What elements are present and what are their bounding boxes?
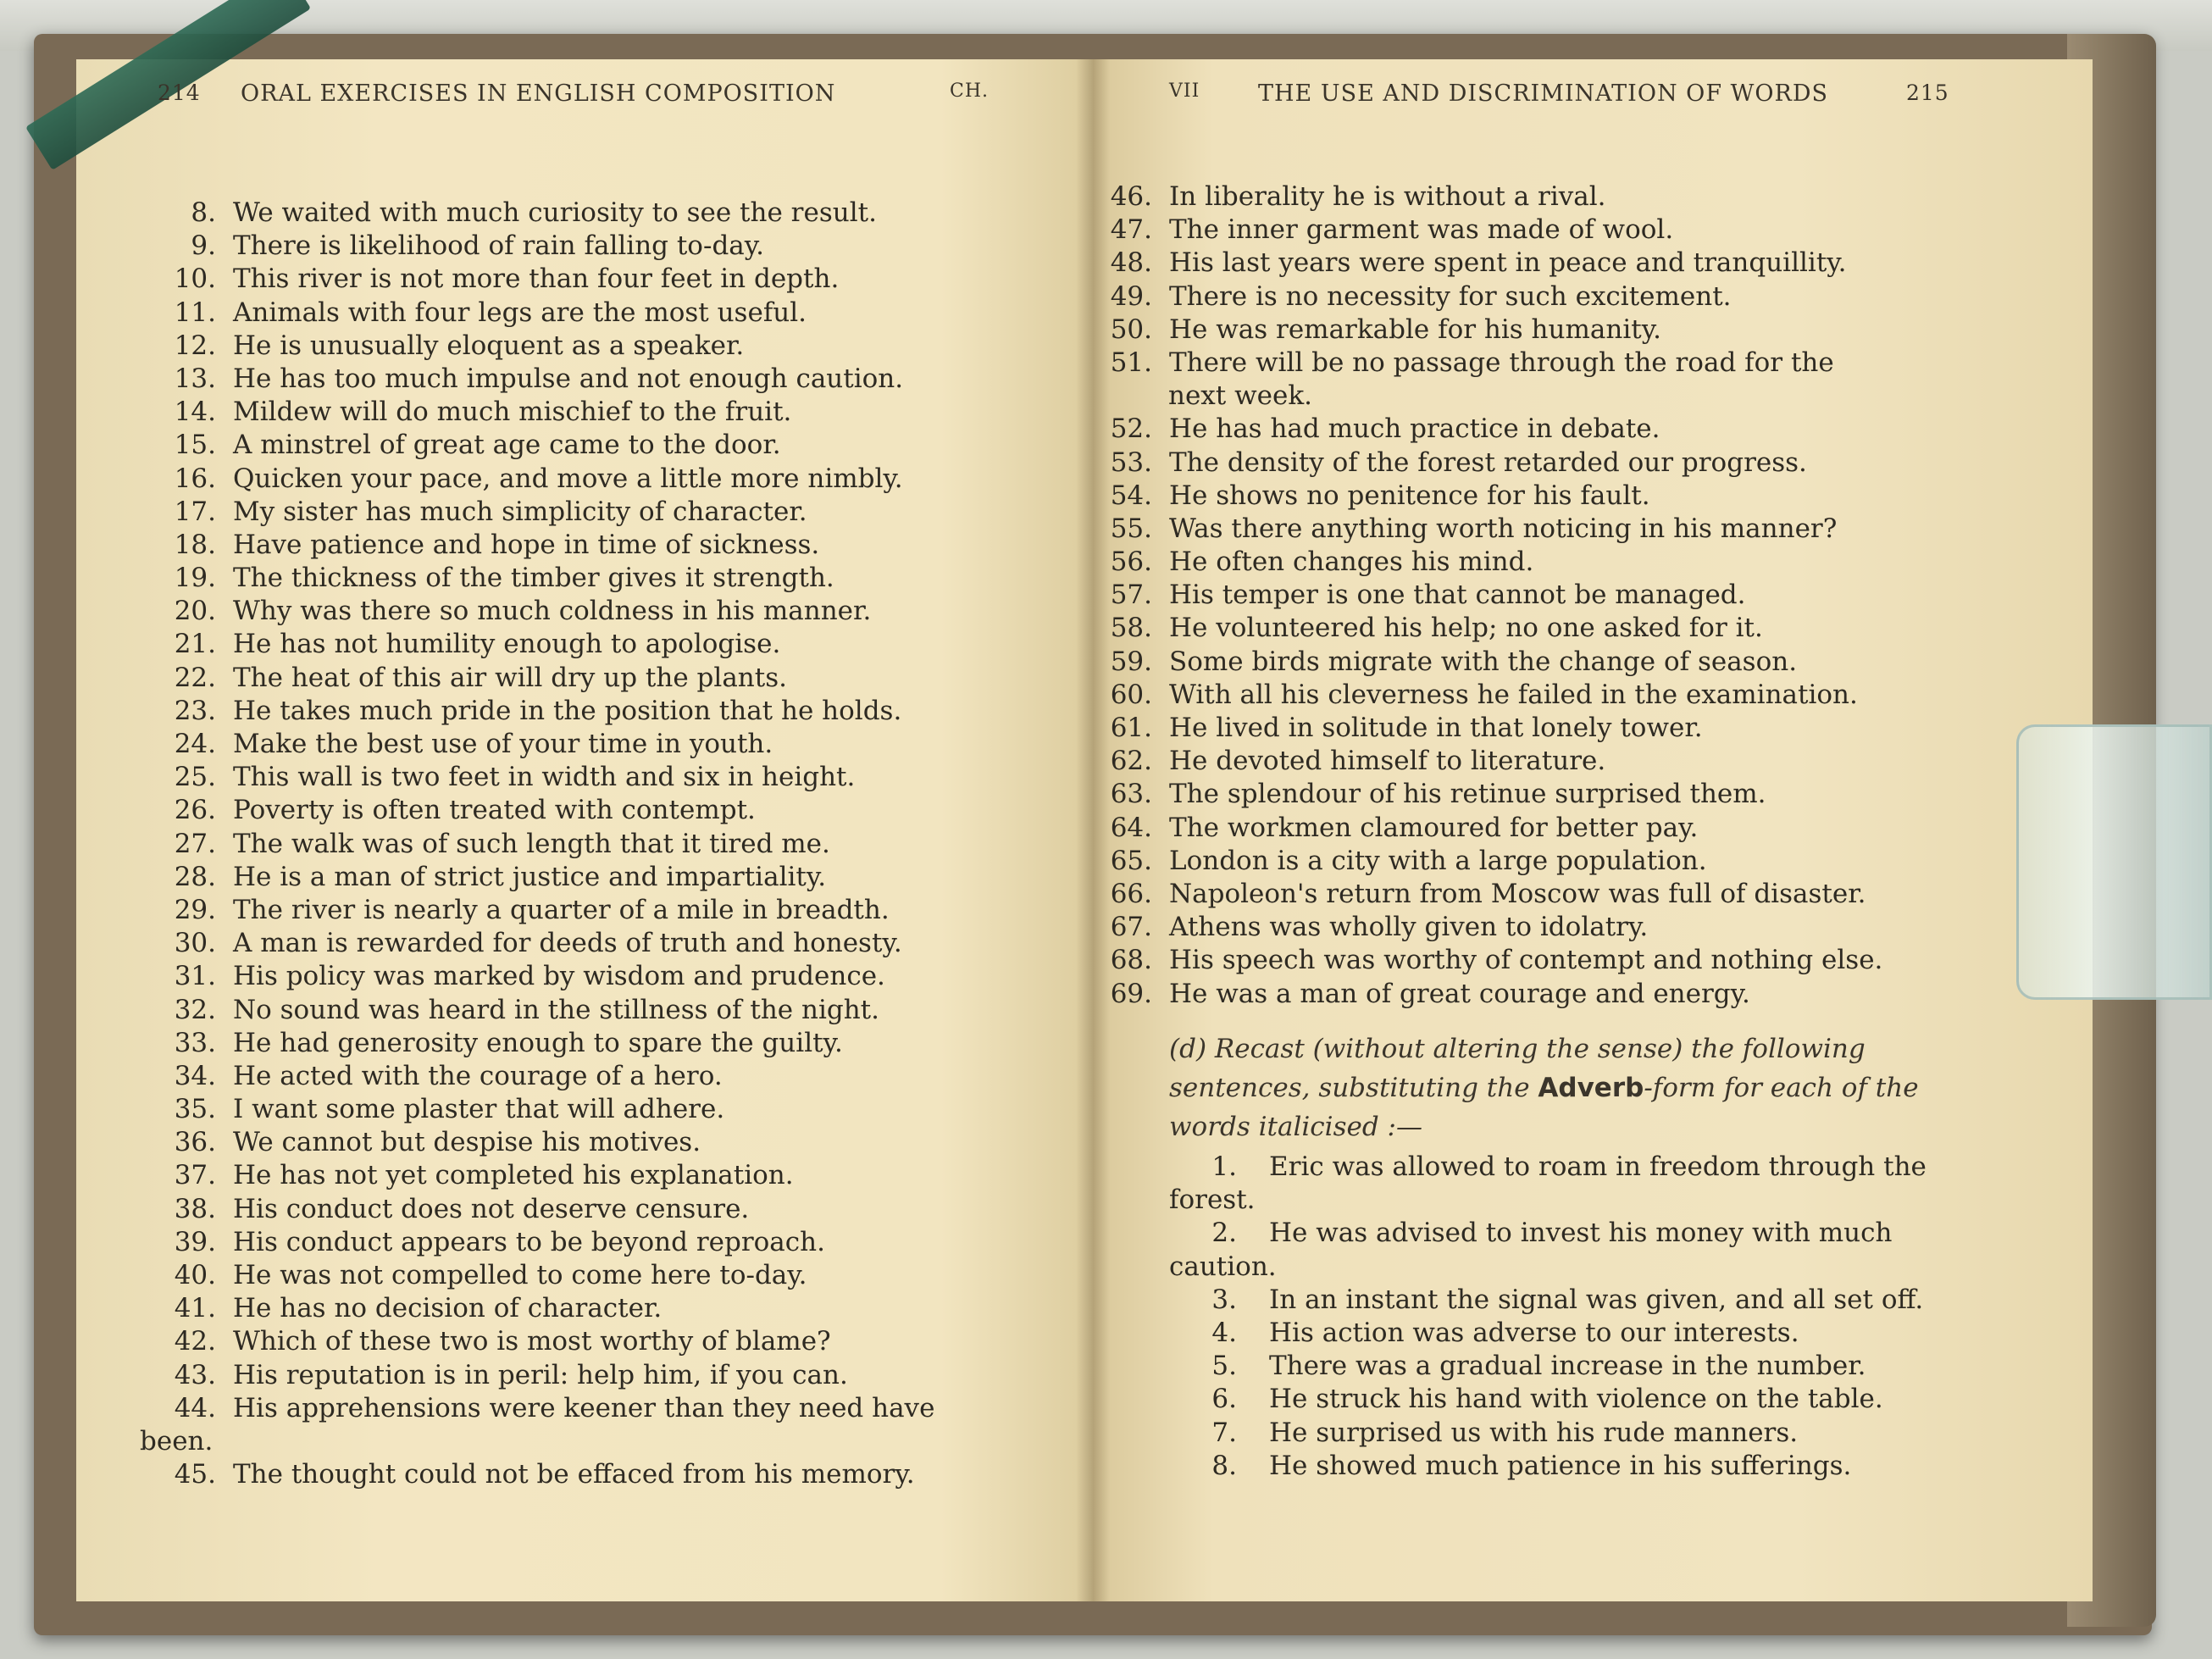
line-number: 58. (1110, 613, 1152, 644)
line-text: The workmen clamoured for better pay. (1169, 812, 1699, 843)
line-text: His temper is one that cannot be managed. (1169, 580, 1746, 611)
line-number: 49. (1110, 280, 1152, 312)
line-number: 59. (1110, 646, 1152, 677)
line-number: 11. (174, 297, 216, 328)
text-line (1169, 1383, 1940, 1416)
text-line (1169, 1317, 1940, 1350)
line-text: He showed much patience in his sufferings. (1269, 1450, 1852, 1481)
line-number: 13. (174, 363, 216, 394)
text-line (174, 529, 991, 562)
line-text: In liberality he is without a rival. (1169, 181, 1606, 212)
line-text: I want some plaster that will adhere. (233, 1094, 725, 1125)
text-line (174, 1159, 991, 1192)
line-text: There is likelihood of rain falling to-day. (233, 230, 765, 262)
line-text: His action was adverse to our interests. (1269, 1317, 1799, 1348)
text-line (174, 1093, 991, 1126)
line-number: 2. (1211, 1218, 1237, 1249)
line-text: His conduct appears to be beyond reproach. (233, 1226, 825, 1257)
text-line (1110, 944, 1940, 977)
line-number: 45. (174, 1459, 216, 1490)
text-line (174, 794, 991, 827)
text-line (1110, 812, 1940, 845)
line-number: 50. (1110, 313, 1152, 345)
line-text: With all his cleverness he failed in the examination. (1169, 679, 1858, 710)
line-number: 65. (1110, 845, 1152, 876)
exercise-heading-line: (d) Recast (without altering the sense) the following (1169, 1034, 1866, 1064)
line-number: 40. (174, 1260, 216, 1290)
line-text: The density of the forest retarded our progress. (1169, 447, 1807, 478)
text-line (1110, 745, 1940, 778)
line-text: Animals with four legs are the most useful. (233, 297, 807, 328)
text-line (1110, 513, 1940, 546)
line-text: His conduct does not deserve censure. (233, 1193, 750, 1224)
line-text: There is no necessity for such excitement. (1169, 280, 1732, 312)
line-number: 34. (174, 1060, 216, 1091)
line-number: 7. (1211, 1417, 1237, 1448)
text-line (174, 894, 991, 927)
line-number: 8. (1211, 1450, 1237, 1481)
line-text: He was a man of great courage and energy. (1169, 978, 1750, 1009)
exercise-sentence-list (1169, 1151, 1940, 1483)
line-number: 44. (174, 1392, 216, 1423)
line-text: He shows no penitence for his fault. (1169, 480, 1650, 511)
text-line (1110, 313, 1940, 347)
right-chapter-mark: VII (1169, 80, 1200, 102)
text-line (174, 1226, 991, 1259)
line-text: The splendour of his retinue surprised them. (1169, 779, 1766, 810)
line-text: He acted with the courage of a hero. (233, 1060, 723, 1091)
line-text: The thickness of the timber gives it strength. (233, 563, 834, 594)
line-text: Make the best use of your time in youth. (233, 729, 773, 759)
text-line (174, 496, 991, 529)
text-line (174, 1292, 991, 1325)
text-line (191, 230, 991, 263)
exercise-heading-text: -form for each of the (1644, 1073, 1919, 1103)
line-text: He is a man of strict justice and impartiality. (233, 861, 827, 892)
left-chapter-mark: CH. (950, 80, 990, 102)
exercise-heading-line: words italicised :— (1169, 1112, 1422, 1142)
line-text: He was remarkable for his humanity. (1169, 313, 1661, 345)
text-line (174, 1060, 991, 1093)
line-number: 41. (174, 1293, 216, 1324)
line-number: 12. (174, 330, 216, 361)
text-line (174, 1193, 991, 1226)
line-number: 30. (174, 928, 216, 959)
text-line (1110, 646, 1940, 679)
line-text: Poverty is often treated with contempt. (233, 795, 756, 826)
text-line (174, 828, 991, 861)
line-text: next week. (1168, 380, 1312, 412)
line-text: The walk was of such length that it tired me. (233, 828, 830, 859)
line-text: Have patience and hope in time of sickness. (233, 529, 820, 560)
text-line (1110, 579, 1940, 612)
line-text: Athens was wholly given to idolatry. (1169, 912, 1649, 943)
text-line (1110, 280, 1940, 313)
line-text: forest. (1169, 1185, 1256, 1216)
line-number: 66. (1110, 878, 1152, 909)
line-number: 51. (1110, 347, 1152, 378)
line-number: 10. (174, 264, 216, 295)
line-text: He is unusually eloquent as a speaker. (233, 330, 745, 361)
text-line (1110, 413, 1940, 446)
line-number: 27. (174, 828, 216, 859)
text-line (174, 728, 991, 761)
line-text: His apprehensions were keener than they need have (233, 1392, 935, 1423)
right-page-number: 215 (1906, 80, 1949, 105)
text-line (1110, 612, 1940, 645)
line-number: 23. (174, 695, 216, 726)
line-text: Eric was allowed to roam in freedom through the (1269, 1151, 1926, 1182)
line-number: 22. (174, 662, 216, 693)
line-number: 38. (174, 1193, 216, 1224)
line-text: There will be no passage through the road for the (1169, 347, 1834, 378)
text-line (174, 1259, 991, 1292)
line-number: 56. (1110, 547, 1152, 578)
text-line (1110, 180, 1940, 214)
line-number: 15. (174, 430, 216, 461)
line-text: There was a gradual increase in the number. (1269, 1351, 1866, 1382)
text-line (174, 662, 991, 695)
line-number: 20. (174, 596, 216, 627)
text-line (1110, 878, 1940, 911)
text-line (191, 197, 991, 230)
left-sentence-list (140, 197, 991, 1491)
line-number: 43. (174, 1359, 216, 1390)
text-line (174, 463, 991, 496)
line-text: The heat of this air will dry up the plants. (233, 662, 787, 693)
text-line (1169, 1217, 1940, 1250)
text-line (174, 1392, 991, 1425)
line-text: The inner garment was made of wool. (1169, 214, 1674, 246)
line-number: 14. (174, 397, 216, 428)
line-text: In an instant the signal was given, and all set off. (1269, 1284, 1924, 1315)
line-text: He has no decision of character. (233, 1293, 662, 1324)
line-text: He has not yet completed his explanation. (233, 1160, 794, 1191)
text-line (174, 1458, 991, 1491)
line-text: Which of these two is most worthy of blame? (233, 1326, 831, 1357)
text-line (174, 628, 991, 661)
line-number: 37. (174, 1160, 216, 1191)
line-number: 24. (174, 729, 216, 759)
text-line (174, 994, 991, 1027)
text-line (1169, 1450, 1940, 1483)
text-line (1110, 911, 1940, 944)
line-number: 19. (174, 563, 216, 594)
line-text: He takes much pride in the position that he holds. (233, 695, 902, 726)
line-text: He volunteered his help; no one asked for it. (1169, 613, 1763, 644)
line-number: 68. (1110, 945, 1152, 976)
line-text: This wall is two feet in width and six in height. (233, 762, 856, 793)
text-line (174, 1359, 991, 1392)
text-line (1169, 1251, 1940, 1284)
text-line (1169, 1151, 1940, 1184)
line-text: A minstrel of great age came to the door. (233, 430, 781, 461)
line-text: This river is not more than four feet in depth. (233, 264, 840, 295)
line-number: 6. (1211, 1384, 1237, 1415)
line-text: Mildew will do much mischief to the fruit. (233, 397, 792, 428)
line-text: My sister has much simplicity of character. (233, 496, 807, 527)
text-line (1110, 778, 1940, 811)
line-number: 64. (1110, 812, 1152, 843)
line-text: He has too much impulse and not enough caution. (233, 363, 904, 394)
text-line (1110, 347, 1940, 380)
text-line (1169, 1184, 1940, 1217)
text-line (174, 562, 991, 595)
line-number: 54. (1110, 480, 1152, 511)
line-text: London is a city with a large population. (1169, 845, 1707, 876)
text-line (174, 595, 991, 628)
line-number: 35. (174, 1094, 216, 1125)
line-number: 61. (1110, 713, 1152, 743)
exercise-heading-line (1169, 1068, 1940, 1107)
line-number: 28. (174, 861, 216, 892)
line-number: 9. (191, 230, 216, 262)
line-number: 31. (174, 961, 216, 992)
line-text: Some birds migrate with the change of season. (1169, 646, 1798, 677)
text-line (1169, 1284, 1940, 1317)
line-text: Was there anything worth noticing in his manner? (1169, 513, 1838, 544)
line-text: His policy was marked by wisdom and prudence. (233, 961, 885, 992)
text-line (1110, 247, 1940, 280)
right-running-title: THE USE AND DISCRIMINATION OF WORDS (1258, 80, 1828, 107)
line-number: 3. (1211, 1284, 1237, 1315)
line-number: 47. (1110, 214, 1152, 246)
line-text: He lived in solitude in that lonely tower. (1169, 713, 1703, 743)
text-line (174, 1126, 991, 1159)
text-line (1110, 447, 1940, 480)
line-number: 53. (1110, 447, 1152, 478)
text-line (174, 429, 991, 462)
line-number: 36. (174, 1127, 216, 1158)
text-line (174, 761, 991, 794)
line-number: 48. (1110, 247, 1152, 279)
line-number: 55. (1110, 513, 1152, 544)
text-line (174, 330, 991, 363)
line-text: been. (140, 1425, 213, 1456)
line-number: 26. (174, 795, 216, 826)
line-number: 62. (1110, 746, 1152, 777)
text-line (174, 927, 991, 960)
line-text: He struck his hand with violence on the table. (1269, 1384, 1883, 1415)
text-line (174, 861, 991, 894)
text-line (174, 297, 991, 330)
text-line (1110, 480, 1940, 513)
line-number: 39. (174, 1226, 216, 1257)
page-clip (2016, 724, 2212, 1000)
line-text: He was advised to invest his money with much (1269, 1218, 1893, 1249)
text-line (1169, 380, 1940, 413)
line-text: The river is nearly a quarter of a mile in breadth. (233, 894, 890, 925)
text-line (1110, 978, 1940, 1011)
line-text: He devoted himself to literature. (1169, 746, 1606, 777)
line-number: 32. (174, 994, 216, 1025)
text-line (174, 396, 991, 429)
line-text: We cannot but despise his motives. (233, 1127, 701, 1158)
line-number: 46. (1110, 181, 1152, 212)
line-text: Quicken your pace, and move a little more nimbly. (233, 463, 903, 494)
left-running-title: ORAL EXERCISES IN ENGLISH COMPOSITION (241, 80, 836, 107)
line-number: 17. (174, 496, 216, 527)
line-number: 25. (174, 762, 216, 793)
line-number: 52. (1110, 413, 1152, 445)
text-line (174, 263, 991, 296)
text-line (1110, 679, 1940, 712)
text-line (174, 1027, 991, 1060)
text-line (1169, 1350, 1940, 1383)
line-text: A man is rewarded for deeds of truth and honesty. (233, 928, 902, 959)
line-number: 69. (1110, 978, 1152, 1009)
line-text: His last years were spent in peace and tranquillity. (1169, 247, 1847, 279)
line-text: He was not compelled to come here to-day. (233, 1260, 807, 1290)
line-text: caution. (1169, 1251, 1277, 1282)
line-text: He often changes his mind. (1169, 547, 1534, 578)
line-text: He has had much practice in debate. (1169, 413, 1660, 445)
line-text: Napoleon's return from Moscow was full of disaster. (1169, 878, 1866, 909)
line-text: We waited with much curiosity to see the result. (233, 197, 877, 228)
line-number: 4. (1211, 1317, 1237, 1348)
text-line (1169, 1417, 1940, 1450)
line-number: 29. (174, 894, 216, 925)
text-line (174, 960, 991, 993)
text-line (174, 1325, 991, 1358)
text-line (1110, 845, 1940, 878)
line-number: 16. (174, 463, 216, 494)
line-number: 33. (174, 1027, 216, 1058)
line-number: 18. (174, 529, 216, 560)
line-text: No sound was heard in the stillness of the night. (233, 994, 879, 1025)
line-number: 60. (1110, 679, 1152, 710)
line-text: Why was there so much coldness in his manner. (233, 596, 872, 627)
adverb-keyword: Adverb (1538, 1073, 1644, 1103)
line-number: 21. (174, 629, 216, 660)
line-number: 63. (1110, 779, 1152, 810)
line-number: 8. (191, 197, 216, 228)
left-page-number: 214 (158, 80, 201, 105)
line-text: He has not humility enough to apologise. (233, 629, 781, 660)
text-line (174, 695, 991, 728)
line-text: His speech was worthy of contempt and nothing else. (1169, 945, 1883, 976)
line-text: He surprised us with his rude manners. (1269, 1417, 1799, 1448)
line-text: The thought could not be effaced from his memory. (233, 1459, 915, 1490)
right-sentence-list (1110, 180, 1940, 1011)
line-number: 57. (1110, 580, 1152, 611)
line-number: 1. (1211, 1151, 1237, 1182)
text-line (1110, 712, 1940, 745)
line-number: 67. (1110, 912, 1152, 943)
text-line (1110, 546, 1940, 579)
text-line (1110, 214, 1940, 247)
text-line (140, 1425, 991, 1458)
text-line (174, 363, 991, 396)
line-text: His reputation is in peril: help him, if you can. (233, 1359, 848, 1390)
line-text: He had generosity enough to spare the guilty. (233, 1027, 843, 1058)
exercise-heading (1169, 1029, 1940, 1146)
exercise-heading-text: sentences, substituting the (1169, 1073, 1538, 1103)
line-number: 5. (1211, 1351, 1237, 1382)
line-number: 42. (174, 1326, 216, 1357)
